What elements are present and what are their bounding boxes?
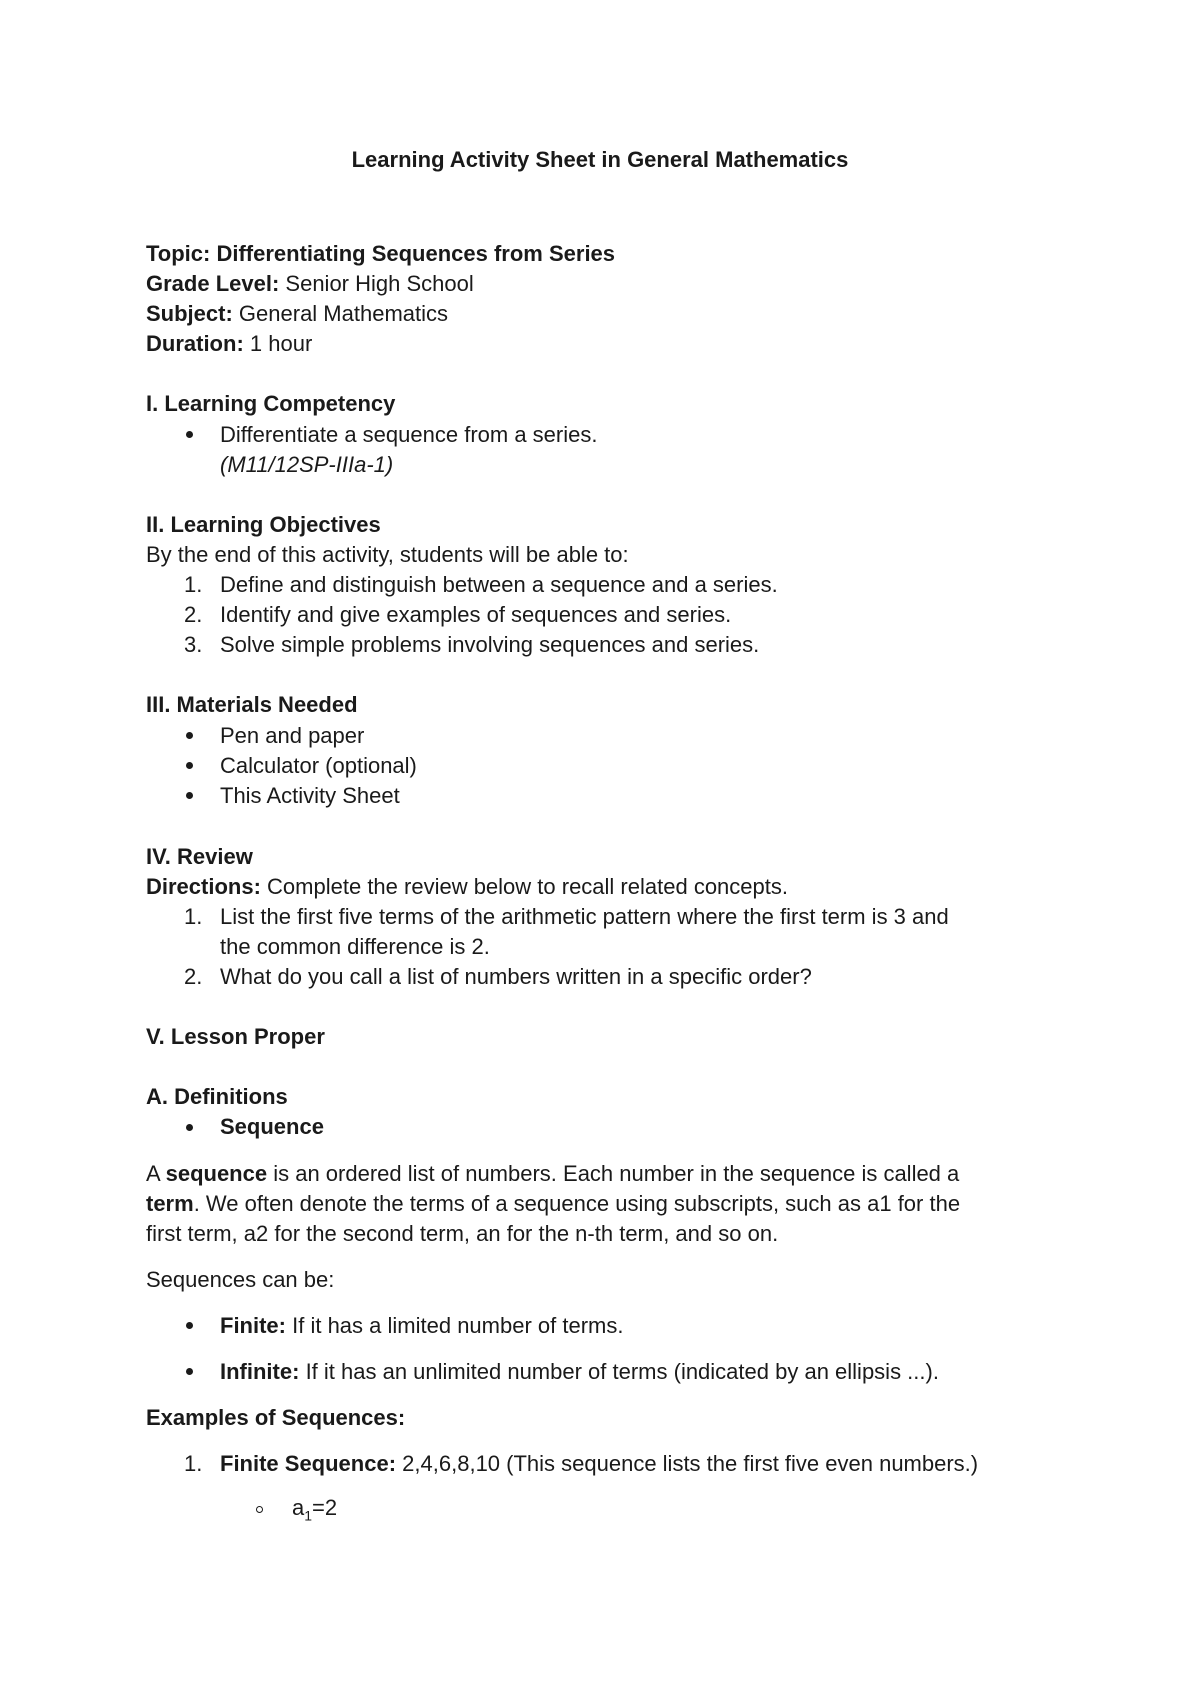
bullet-icon: [186, 1124, 193, 1131]
subject-line: [146, 300, 448, 328]
directions-text: Complete the review below to recall related concepts.: [267, 874, 788, 899]
review-directions: [146, 873, 788, 901]
bullet-icon: [186, 1368, 193, 1375]
list-number: 1.: [184, 572, 203, 597]
list-item: Solve simple problems involving sequences and series.: [220, 632, 760, 657]
para-text: is an ordered list of numbers. Each number in the sequence is called a: [273, 1161, 960, 1186]
list-number: 2.: [184, 964, 203, 989]
para-text: . We often denote the terms of a sequence using subscripts, such as a1 for the: [193, 1191, 961, 1216]
para-text: A: [146, 1161, 160, 1186]
finite-item: [220, 1312, 623, 1340]
list-item: List the first five terms of the arithmetic pattern where the first term is 3 and: [220, 904, 949, 929]
duration-value: 1 hour: [249, 331, 313, 356]
list-item: Pen and paper: [220, 723, 365, 748]
grade-value: Senior High School: [285, 271, 474, 296]
bullet-icon: [186, 762, 193, 769]
materials-heading: III. Materials Needed: [146, 692, 358, 717]
infinite-item: [220, 1358, 939, 1386]
para-bold-term: term: [146, 1191, 194, 1216]
definition-paragraph-line2: [146, 1190, 960, 1218]
page-title: Learning Activity Sheet in General Mathematics: [351, 147, 849, 172]
definitions-heading: A. Definitions: [146, 1084, 288, 1109]
bullet-icon: [186, 732, 193, 739]
finite-text: If it has a limited number of terms.: [292, 1313, 624, 1338]
list-number: 2.: [184, 602, 203, 627]
definition-paragraph-line3: first term, a2 for the second term, an for the n-th term, and so on.: [146, 1221, 779, 1246]
bullet-icon: [186, 431, 193, 438]
bullet-icon: [186, 1322, 193, 1329]
list-item: What do you call a list of numbers written in a specific order?: [220, 964, 812, 989]
sub-item-index: 1: [304, 1507, 313, 1524]
sub-item-var: a: [292, 1495, 305, 1520]
list-item-continuation: the common difference is 2.: [220, 934, 490, 959]
topic-line: Topic: Differentiating Sequences from Series: [146, 241, 616, 266]
subject-value: General Mathematics: [238, 301, 449, 326]
competency-heading: I. Learning Competency: [146, 391, 396, 416]
lesson-heading: V. Lesson Proper: [146, 1024, 325, 1049]
finite-label: Finite:: [220, 1313, 286, 1338]
subject-label: Subject:: [146, 301, 233, 326]
grade-line: [146, 270, 474, 298]
list-number: 1.: [184, 1451, 203, 1476]
sub-item-value: =2: [312, 1495, 338, 1520]
definition-paragraph-line1: [146, 1160, 959, 1188]
sequence-bullet: Sequence: [220, 1114, 324, 1139]
competency-item: Differentiate a sequence from a series.: [220, 422, 598, 447]
infinite-label: Infinite:: [220, 1359, 300, 1384]
list-number: 3.: [184, 632, 203, 657]
infinite-text: If it has an unlimited number of terms (indicated by an ellipsis ...).: [305, 1359, 939, 1384]
objectives-heading: II. Learning Objectives: [146, 512, 381, 537]
list-item: Calculator (optional): [220, 753, 417, 778]
grade-label: Grade Level:: [146, 271, 280, 296]
directions-label: Directions:: [146, 874, 261, 899]
competency-code: (M11/12SP-IIIa-1): [220, 452, 394, 477]
list-item: Define and distinguish between a sequence and a series.: [220, 572, 778, 597]
sub-item-a1: [292, 1494, 337, 1529]
sequences-can-be: Sequences can be:: [146, 1267, 335, 1292]
bullet-icon: [186, 792, 193, 799]
duration-label: Duration:: [146, 331, 244, 356]
example1-text: 2,4,6,8,10 (This sequence lists the first five even numbers.): [402, 1451, 979, 1476]
para-bold-sequence: sequence: [165, 1161, 268, 1186]
review-heading: IV. Review: [146, 844, 253, 869]
list-item: This Activity Sheet: [220, 783, 400, 808]
list-item: Identify and give examples of sequences and series.: [220, 602, 732, 627]
list-number: 1.: [184, 904, 203, 929]
example1-label: Finite Sequence:: [220, 1451, 397, 1476]
sub-bullet-icon: [256, 1506, 263, 1513]
example1-item: [220, 1450, 978, 1478]
duration-line: [146, 330, 312, 358]
examples-heading: Examples of Sequences:: [146, 1405, 406, 1430]
objectives-intro: By the end of this activity, students will be able to:: [146, 542, 629, 567]
